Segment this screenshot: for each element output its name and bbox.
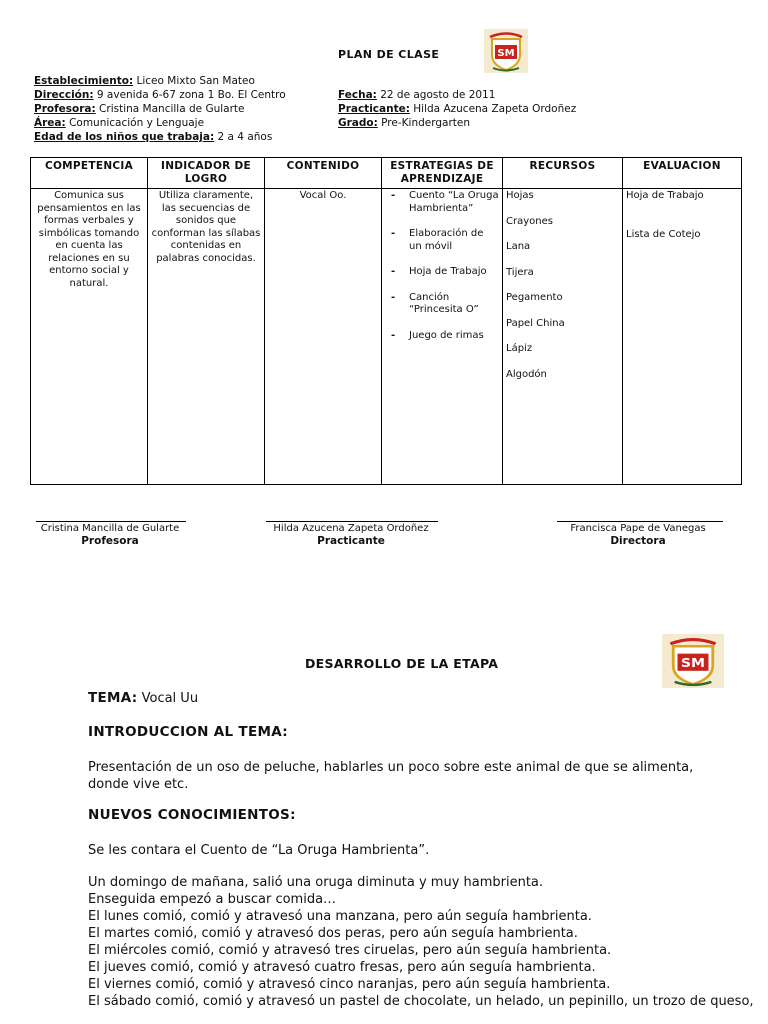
story-line: El jueves comió, comió y atravesó cuatro fresas, pero aún seguía hambrienta. <box>88 960 596 975</box>
story-line: El lunes comió, comió y atravesó una manzana, pero aún seguía hambrienta. <box>88 909 592 924</box>
svg-text:SM: SM <box>497 48 515 59</box>
cell-indicador: Utiliza claramente, las secuencias de sonidos que conforman las sílabas contenidas en palabras conocidas. <box>148 189 265 485</box>
info-label: Edad de los niños que trabaja: <box>34 131 215 143</box>
list-item: - Elaboración de un móvil <box>389 228 499 253</box>
header-contenido: CONTENIDO <box>265 158 382 189</box>
list-item: Papel China <box>506 317 565 329</box>
school-logo <box>662 634 724 688</box>
info-label: Practicante: <box>338 103 410 115</box>
nuevos-heading: NUEVOS CONOCIMIENTOS: <box>88 807 296 823</box>
cell-recursos <box>503 189 623 485</box>
cell-estrategias <box>382 189 503 485</box>
info-profesora <box>34 102 286 116</box>
info-practicante <box>338 102 576 116</box>
table-row <box>31 189 742 485</box>
info-label: Fecha: <box>338 89 377 101</box>
list-item: Lista de Cotejo <box>626 228 701 240</box>
info-value: Liceo Mixto San Mateo <box>136 75 255 87</box>
signature-name: Hilda Azucena Zapeta Ordoñez <box>273 523 429 534</box>
story-line: El viernes comió, comió y atravesó cinco naranjas, pero aún seguía hambrienta. <box>88 977 611 992</box>
tema-value: Vocal Uu <box>141 691 199 706</box>
signature-name: Cristina Mancilla de Gularte <box>40 523 180 534</box>
info-value: Pre-Kindergarten <box>381 117 471 129</box>
list-item: Hojas <box>506 190 534 201</box>
signature-name: Francisca Pape de Vanegas <box>570 523 706 534</box>
info-grado <box>338 116 576 130</box>
info-value: 22 de agosto de 2011 <box>380 89 496 101</box>
section-title: DESARROLLO DE LA ETAPA <box>305 656 499 671</box>
signature-line <box>557 521 723 522</box>
svg-text:SM: SM <box>680 656 706 671</box>
lesson-plan-table <box>30 157 742 485</box>
story-line: El martes comió, comió y atravesó dos peras, pero aún seguía hambrienta. <box>88 926 578 941</box>
info-label: Área: <box>34 117 66 129</box>
info-direccion <box>34 88 286 102</box>
header-evaluacion: EVALUACION <box>623 158 742 189</box>
signature-role: Profesora <box>81 535 139 547</box>
info-fecha <box>338 88 576 102</box>
intro-text: Presentación de un oso de peluche, hablarles un poco sobre este animal de que se alimenta, donde vive etc. <box>88 760 694 792</box>
list-item: Crayones <box>506 215 553 227</box>
tema-label: TEMA: <box>88 690 138 706</box>
story-line: Enseguida empezó a buscar comida… <box>88 892 337 907</box>
list-item: - Cuento “La Oruga Hambrienta” <box>389 190 499 215</box>
story-text <box>88 874 754 1010</box>
list-item: Hoja de Trabajo <box>626 190 704 201</box>
header-indicador: INDICADOR DE LOGRO <box>148 158 265 189</box>
intro-heading: INTRODUCCION AL TEMA: <box>88 724 288 740</box>
signature-line <box>36 521 186 522</box>
list-item: - Hoja de Trabajo <box>389 266 499 279</box>
tema-line <box>88 690 198 707</box>
story-line: Un domingo de mañana, salió una oruga diminuta y muy hambrienta. <box>88 875 544 890</box>
table-header-row <box>31 158 742 189</box>
list-item: Pegamento <box>506 292 563 303</box>
info-establecimiento <box>34 74 286 88</box>
cell-contenido: Vocal Oo. <box>265 189 382 485</box>
list-item: - Juego de rimas <box>389 330 499 343</box>
info-left <box>34 74 286 144</box>
list-item: Lápiz <box>506 343 533 354</box>
cuento-intro: Se les contara el Cuento de “La Oruga Hambrienta”. <box>88 843 430 858</box>
school-logo <box>484 29 528 73</box>
page-title: PLAN DE CLASE <box>338 48 440 61</box>
list-item: Tijera <box>506 266 534 278</box>
info-label: Establecimiento: <box>34 75 134 87</box>
signature-role: Practicante <box>317 535 385 547</box>
info-value: 2 a 4 años <box>217 131 273 143</box>
info-value: 9 avenida 6-67 zona 1 Bo. El Centro <box>96 89 286 101</box>
header-estrategias: ESTRATEGIAS DE APRENDIZAJE <box>382 158 503 189</box>
info-value: Comunicación y Lenguaje <box>69 117 205 129</box>
info-right <box>338 88 576 130</box>
signature-role: Directora <box>610 535 666 547</box>
list-item: Algodón <box>506 368 547 380</box>
info-label: Dirección: <box>34 89 94 101</box>
info-edad <box>34 130 286 144</box>
info-value: Cristina Mancilla de Gularte <box>99 103 245 115</box>
list-item: Lana <box>506 241 531 252</box>
header-competencia: COMPETENCIA <box>31 158 148 189</box>
header-recursos: RECURSOS <box>503 158 623 189</box>
info-area <box>34 116 286 130</box>
info-label: Profesora: <box>34 103 96 115</box>
info-label: Grado: <box>338 117 378 129</box>
strategy-list <box>385 190 499 342</box>
cell-evaluacion <box>623 189 742 485</box>
list-item: - Canción “Princesita O” <box>389 292 499 317</box>
cell-competencia: Comunica sus pensamientos en las formas verbales y simbólicas tomando en cuenta las relaciones en su entorno social y natural. <box>31 189 148 485</box>
story-line: El miércoles comió, comió y atravesó tres ciruelas, pero aún seguía hambrienta. <box>88 943 612 958</box>
info-value: Hilda Azucena Zapeta Ordoñez <box>413 103 577 115</box>
story-line: El sábado comió, comió y atravesó un pastel de chocolate, un helado, un pepinillo, un trozo de queso, <box>88 994 754 1009</box>
signature-line <box>266 521 438 522</box>
